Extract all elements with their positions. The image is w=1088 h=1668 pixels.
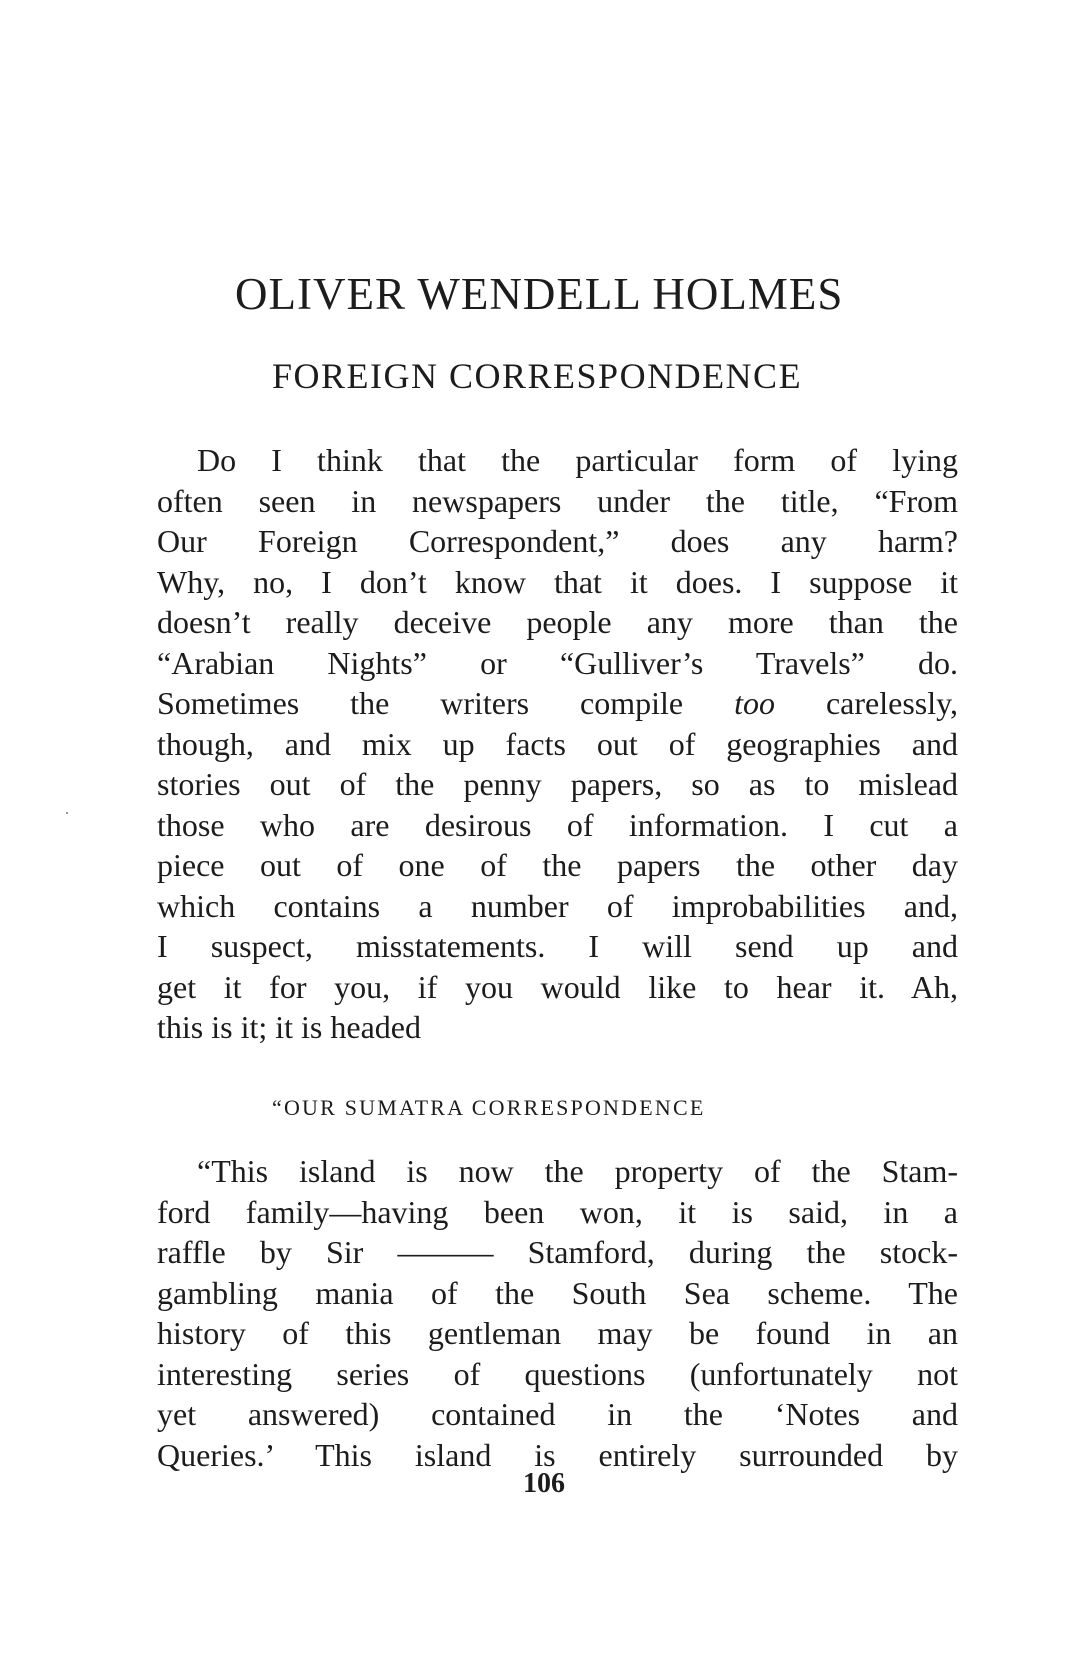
text-line: stories out of the penny papers, so as to mislead: [157, 766, 958, 802]
text-line: interesting series of questions (unfortunately not: [157, 1355, 958, 1392]
italic-emphasis: too: [734, 685, 775, 721]
text-line: Sometimes the writers compile too carelessly,: [157, 685, 959, 721]
text-line: Queries.’ This island is entirely surrounded by: [157, 1436, 958, 1473]
text-line: often seen in newspapers under the title, “From: [157, 482, 958, 519]
text-line: history of this gentleman may be found in an: [157, 1315, 958, 1351]
scan-speck: [66, 812, 68, 814]
article-subheading: “OUR SUMATRA CORRESPONDENCE: [272, 1095, 706, 1120]
chapter-title: FOREIGN CORRESPONDENCE: [272, 356, 803, 396]
text-line: doesn’t really deceive people any more than the: [157, 604, 958, 640]
text-line: piece out of one of the papers the other day: [157, 847, 958, 883]
text-line: Our Foreign Correspondent,” does any harm?: [157, 523, 958, 559]
text-line: yet answered) contained in the ‘Notes and: [157, 1396, 958, 1432]
text-line: this is it; it is headed: [157, 1009, 421, 1045]
text-line: which contains a number of improbabilities and,: [157, 887, 958, 924]
author-heading: OLIVER WENDELL HOLMES: [235, 269, 844, 319]
text-line: ford family—having been won, it is said, in a: [157, 1193, 958, 1230]
text-line: those who are desirous of information. I cut a: [157, 806, 958, 843]
page-number: 106: [523, 1468, 565, 1499]
text-line: “Arabian Nights” or “Gulliver’s Travels” do.: [157, 644, 958, 681]
text-line: “This island is now the property of the Stam-: [197, 1153, 958, 1189]
text-line: Why, no, I don’t know that it does. I suppose it: [157, 563, 958, 600]
text-line: raffle by Sir ——— Stamford, during the stock-: [157, 1234, 958, 1270]
text-line: Do I think that the particular form of lying: [197, 442, 958, 478]
text-line: though, and mix up facts out of geographies and: [157, 725, 958, 762]
text-line: I suspect, misstatements. I will send up and: [157, 928, 958, 964]
text-line: get it for you, if you would like to hear it. Ah,: [157, 968, 958, 1005]
body-paragraph-1: [157, 440, 958, 1048]
text-line: gambling mania of the South Sea scheme. The: [157, 1274, 958, 1311]
body-paragraph-2: [157, 1151, 958, 1475]
